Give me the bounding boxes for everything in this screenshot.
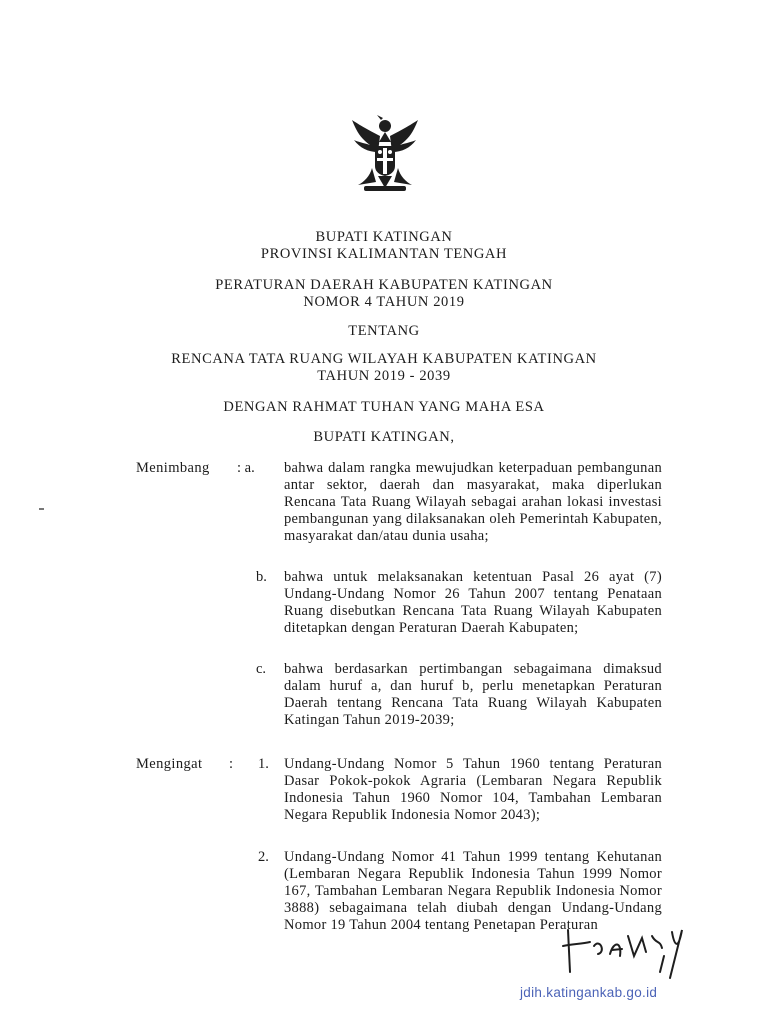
menimbang-item-c: bahwa berdasarkan pertimbangan sebagaimana dimaksud dalam huruf a, dan huruf b, perlu menetapkan Peraturan Daerah tentang Rencana Tata Ruang Wilayah Kabupaten Katingan Tahun 2019-2039; [284,661,662,728]
menimbang-label: Menimbang [136,460,210,476]
regulation-subject: RENCANA TATA RUANG WILAYAH KABUPATEN KATINGAN [171,351,597,367]
regulation-period: TAHUN 2019 - 2039 [317,368,451,384]
menimbang-marker-b: b. [256,569,267,585]
mengingat-marker-2: 2. [258,849,269,865]
mengingat-item-2: Undang-Undang Nomor 41 Tahun 1999 tentang Kehutanan (Lembaran Negara Republik Indonesia Tahun 1999 Nomor 167, Tambahan Lembaran Negara Republik Indonesia Nomor 3888) sebagaimana telah diubah dengan Undang-Undang Nomor 19 Tahun 2004 tentang Penetapan Peraturan [284,849,662,933]
menimbang-item-a: bahwa dalam rangka mewujudkan keterpaduan pembangunan antar sektor, daerah dan masyarakat, maka diperlukan Rencana Tata Ruang Wilayah sebagai arahan lokasi investasi pembangunan yang dilaksanakan oleh Pemerintah Kabupaten, masyarakat dan/atau dunia usaha; [284,460,662,544]
mengingat-marker-1: 1. [258,756,269,772]
mengingat-label: Mengingat [136,756,203,772]
mengingat-colon: : [229,756,234,772]
regent-title: BUPATI KATINGAN [315,229,453,245]
mengingat-item-1: Undang-Undang Nomor 5 Tahun 1960 tentang Peraturan Dasar Pokok-pokok Agraria (Lembaran Negara Republik Indonesia Tahun 1960 Nomor 104, Tambahan Lembaran Negara Republik Indonesia Nomor 2043); [284,756,662,823]
province-title: PROVINSI KALIMANTAN TENGAH [260,246,508,262]
garuda-emblem-icon [350,112,420,194]
menimbang-marker-a: : a. [237,460,255,476]
source-url[interactable]: jdih.katingankab.go.id [520,985,658,1000]
about-heading: TENTANG [348,323,420,339]
menimbang-marker-c: c. [256,661,267,677]
enacting-authority: BUPATI KATINGAN, [313,429,455,445]
regulation-title: PERATURAN DAERAH KABUPATEN KATINGAN [215,277,553,293]
menimbang-item-b: bahwa untuk melaksanakan ketentuan Pasal 26 ayat (7) Undang-Undang Nomor 26 Tahun 2007 tentang Penataan Ruang disebutkan Rencana Tata Ruang Wilayah Kabupaten ditetapkan dengan Peraturan Daerah Kabupaten; [284,569,662,636]
regulation-number: NOMOR 4 TAHUN 2019 [303,294,465,310]
scan-mark [39,508,44,510]
signature-paraf [560,922,700,982]
blessing-line: DENGAN RAHMAT TUHAN YANG MAHA ESA [223,399,545,415]
